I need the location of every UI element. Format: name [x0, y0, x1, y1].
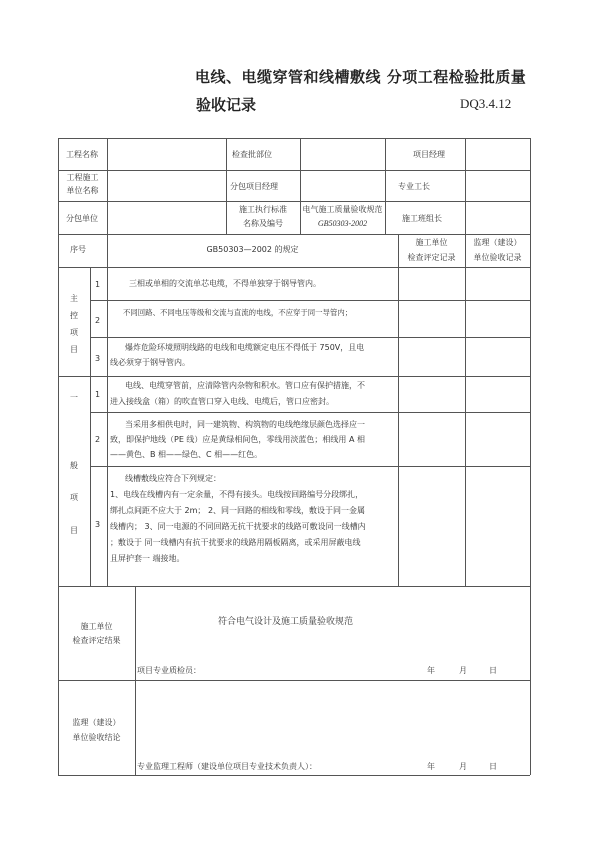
supervision-year: 年 [427, 762, 435, 771]
label-project-manager: 项目经理 [413, 150, 445, 159]
label-exec-std-2: 名称及编号 [243, 219, 283, 228]
eval-day: 日 [489, 666, 497, 675]
col-accept-2: 单位验收记录 [473, 253, 522, 262]
supervision-label-2: 单位验收结论 [72, 733, 121, 742]
col-eval-1: 施工单位 [415, 238, 448, 247]
document-title: 电线、电缆穿管和线槽敷线 分项工程检验批质量 [195, 68, 527, 86]
construction-eval-result: 符合电气设计及施工质量验收规范 [218, 617, 354, 627]
supervisor-signature-label: 专业监理工程师（建设单位项目专业技术负责人）： [137, 762, 317, 771]
construction-eval-label-2: 检查评定结果 [72, 636, 121, 645]
label-project-name: 工程名称 [66, 150, 98, 159]
inspector-signature-label: 项目专业质检员： [137, 666, 201, 675]
col-seq: 序号 [70, 245, 86, 254]
label-foreman: 专业工长 [398, 182, 430, 191]
col-spec: GB50303—2002 的规定 [206, 245, 299, 254]
col-accept-1: 监理（建设） [473, 238, 522, 247]
document-code: DQ3.4.12 [460, 96, 512, 111]
label-construction-unit-1: 工程施工 [66, 173, 99, 182]
std-code: GB50303-2002 [317, 219, 368, 228]
label-team-leader: 施工班组长 [402, 214, 442, 223]
label-sub-pm: 分包项目经理 [230, 182, 278, 191]
document-subtitle: 验收记录 [196, 96, 257, 114]
supervision-month: 月 [459, 762, 467, 771]
std-name: 电气施工质量验收规范 [302, 205, 383, 214]
col-eval-2: 检查评定记录 [407, 253, 456, 262]
label-construction-unit-2: 单位名称 [66, 186, 99, 195]
construction-eval-label-1: 施工单位 [80, 622, 113, 631]
eval-month: 月 [459, 666, 467, 675]
label-exec-std-1: 施工执行标准 [239, 205, 287, 214]
label-sub-unit: 分包单位 [66, 214, 98, 223]
supervision-day: 日 [489, 762, 497, 771]
label-inspection-part: 检查批部位 [232, 150, 272, 159]
eval-year: 年 [427, 666, 435, 675]
supervision-label-1: 监理（建设） [72, 718, 121, 727]
